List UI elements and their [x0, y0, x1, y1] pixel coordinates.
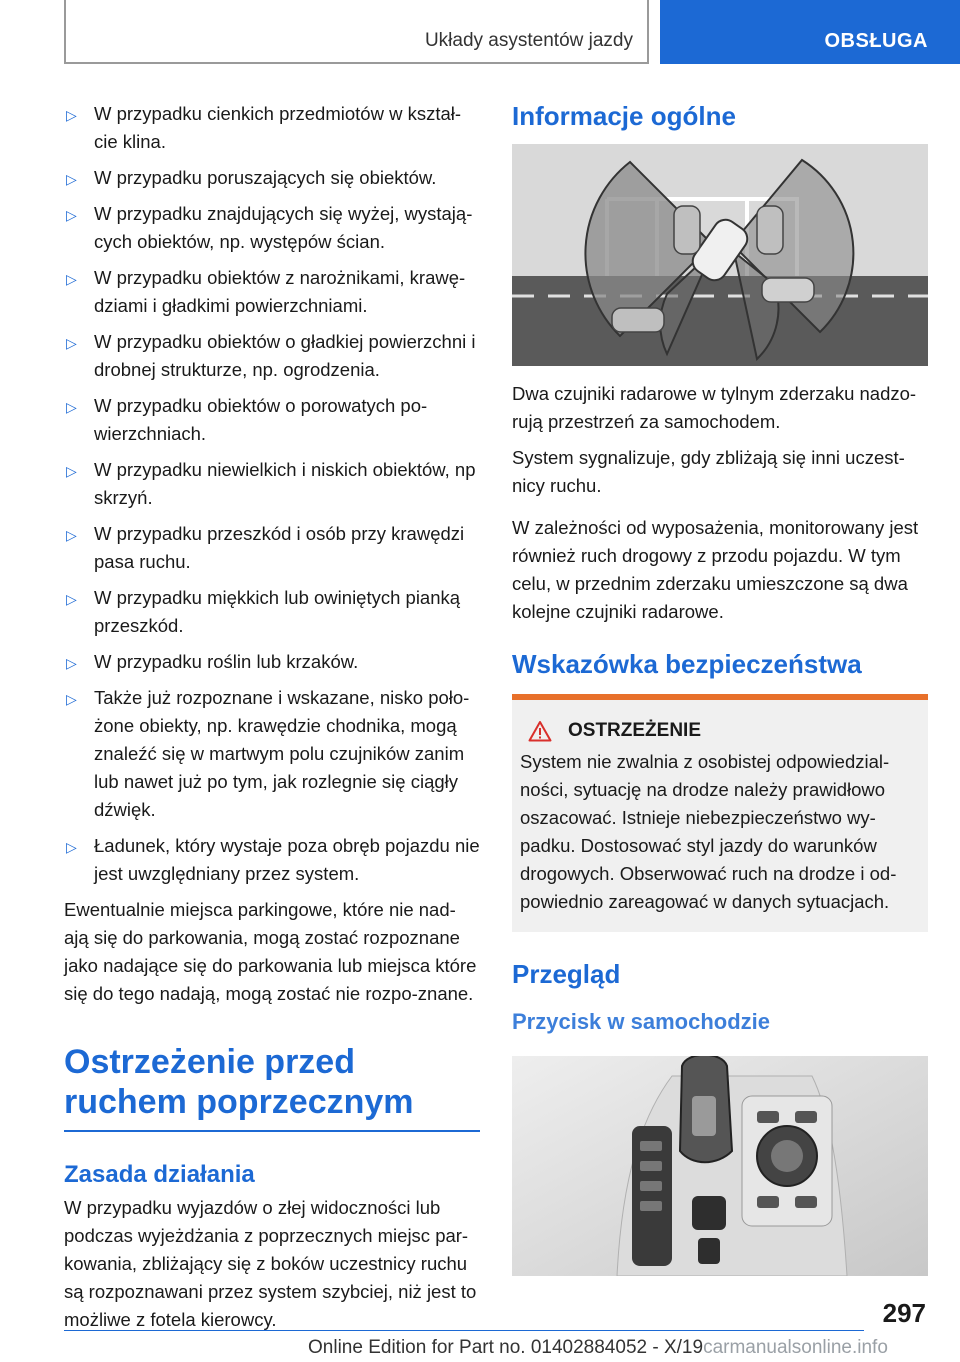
list-item: ▷ W przypadku przeszkód i osób przy krawędzi pasa ruchu.	[66, 523, 465, 572]
button-in-car-heading: Przycisk w samochodzie	[512, 1009, 770, 1034]
triangle-bullet-icon: ▷	[66, 399, 77, 415]
header-section-box	[64, 0, 649, 64]
principle-paragraph: W przypadku wyjazdów o złej widoczności lub podczas wyjeżdżania z poprzecznych miejsc par-kowania, zbliżający się z boków uczestnicy ruchu są rozpoznawani przez system szybciej, niż jest to możliwe z fotela kierowcy.	[64, 1197, 477, 1330]
triangle-bullet-icon: ▷	[66, 527, 77, 543]
warning-text: System nie zwalnia z osobistej odpowiedzial-ności, sytuację na drodze należy prawidłowo oszacować. Istnieje niebezpieczeństwo wy-padku. Dostosować styl jazdy do warunków drogowych. Obserwować ruch na drodze i od-powiednio zareagować w danych sytuacjach.	[520, 751, 897, 912]
triangle-bullet-icon: ▷	[66, 335, 77, 351]
list-item: ▷ W przypadku znajdujących się wyżej, wystają-cych obiektów, np. występów ścian.	[66, 203, 473, 252]
list-item: ▷ W przypadku obiektów o porowatych po-wierzchniach.	[66, 395, 428, 444]
radar-sensors-paragraph: Dwa czujniki radarowe w tylnym zderzaku nadzo-rują przestrzeń za samochodem.	[512, 383, 917, 432]
list-item: ▷ Także już rozpoznane i wskazane, nisko poło-żone obiekty, np. krawędzie chodnika, mogą znaleźć się w martwym polu czujników zanim lub nawet już po tym, jak rozlegnie się ciągły dźwięk.	[66, 687, 470, 820]
cross-traffic-heading: Ostrzeżenie przed ruchem poprzecznym	[64, 1042, 480, 1132]
header-chapter-tab	[660, 0, 960, 64]
list-item: ▷ W przypadku obiektów o gładkiej powierzchni i drobnej strukturze, np. ogrodzenia.	[66, 331, 476, 380]
general-info-heading: Informacje ogólne	[512, 101, 736, 131]
list-item: ▷ W przypadku niewielkich i niskich obiektów, np skrzyń.	[66, 459, 476, 508]
triangle-bullet-icon: ▷	[66, 839, 77, 855]
triangle-bullet-icon: ▷	[66, 463, 77, 479]
triangle-bullet-icon: ▷	[66, 171, 77, 187]
list-item: ▷ W przypadku obiektów z narożnikami, krawę-dziami i gładkimi powierzchniami.	[66, 267, 466, 316]
right-column	[512, 100, 928, 1290]
left-column	[64, 100, 480, 1342]
list-item: ▷ W przypadku poruszających się obiektów.	[64, 164, 480, 192]
triangle-bullet-icon: ▷	[66, 591, 77, 607]
warning-triangle-icon	[528, 720, 552, 742]
footer-divider	[64, 1330, 864, 1331]
triangle-bullet-icon: ▷	[66, 207, 77, 223]
list-item: ▷ W przypadku roślin lub krzaków.	[64, 648, 480, 676]
triangle-bullet-icon: ▷	[66, 107, 77, 123]
limitations-list	[64, 100, 480, 888]
header-section-title: Układy asystentów jazdy	[424, 30, 633, 51]
center-console-photo	[512, 1056, 928, 1276]
parking-spaces-paragraph: Ewentualnie miejsca parkingowe, które nie nad-ają się do parkowania, mogą zostać rozpoznane jako nadające się do parkowania lub miejsca które się do tego nadają, mogą zostać nie rozpo-znane.	[64, 899, 477, 1004]
triangle-bullet-icon: ▷	[66, 691, 77, 707]
warning-box	[512, 694, 928, 932]
edition-text: Online Edition for Part no. 01402884052 - X/19	[308, 1337, 704, 1358]
principle-heading: Zasada działania	[64, 1161, 255, 1188]
front-radar-paragraph: W zależności od wyposażenia, monitorowany jest również ruch drogowy z przodu pojazdu. W tym celu, w przednim zderzaku umieszczone są dwa kolejne czujniki radarowe.	[512, 517, 919, 622]
list-item: ▷ Ładunek, który wystaje poza obręb pojazdu nie jest uwzględniany przez system.	[66, 835, 480, 884]
radar-coverage-illustration	[512, 144, 928, 366]
safety-note-heading: Wskazówka bezpieczeństwa	[512, 649, 862, 679]
overview-heading: Przegląd	[512, 959, 621, 989]
watermark-text: carmanualsonline.info	[703, 1337, 888, 1358]
page-number: 297	[882, 1298, 926, 1328]
header-chapter-title: OBSŁUGA	[824, 30, 928, 52]
warning-header	[528, 720, 920, 742]
footer-edition	[308, 1337, 888, 1359]
triangle-bullet-icon: ▷	[66, 271, 77, 287]
list-item: ▷ W przypadku cienkich przedmiotów w kształ-cie klina.	[66, 103, 462, 152]
signal-paragraph: System sygnalizuje, gdy zbliżają się inni uczest-nicy ruchu.	[512, 447, 905, 496]
triangle-bullet-icon: ▷	[66, 655, 77, 671]
warning-title: OSTRZEŻENIE	[568, 720, 702, 741]
list-item: ▷ W przypadku miękkich lub owiniętych pianką przeszkód.	[66, 587, 461, 636]
